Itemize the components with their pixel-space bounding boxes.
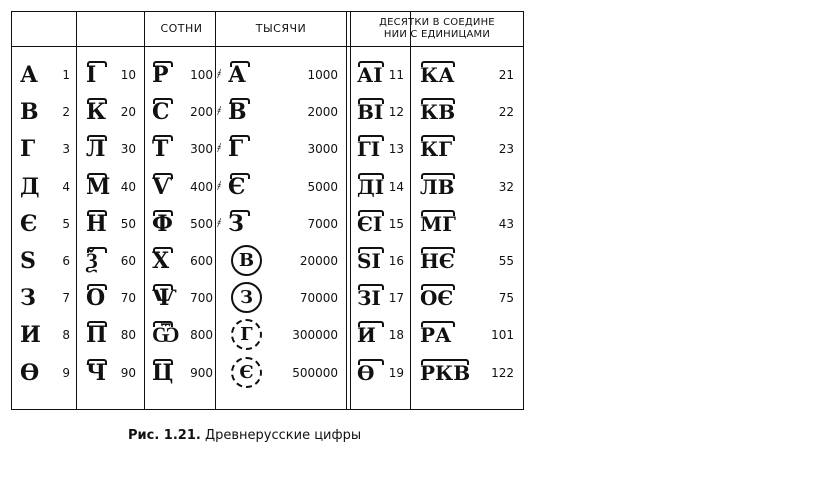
teens-cell	[351, 130, 410, 168]
numerals-table	[11, 11, 524, 410]
tens-cell	[78, 279, 144, 317]
thousand-sign: ҂	[217, 67, 222, 82]
numeral-value: 7000	[307, 216, 338, 231]
thousands-cell	[217, 168, 346, 206]
hundreds-cell	[146, 56, 215, 94]
numeral-value: 22	[498, 105, 514, 120]
numeral-value: 16	[388, 254, 404, 268]
titlo-mark	[87, 359, 107, 365]
numeral-glyph: Т	[152, 136, 169, 163]
titlo-mark	[153, 284, 173, 290]
titlo-mark	[87, 135, 107, 141]
numeral-glyph: Ѳ	[20, 359, 40, 386]
teens-cell	[351, 205, 410, 243]
titlo-mark	[421, 173, 455, 179]
numeral-glyph: Є	[20, 210, 38, 237]
header-combined-line1: ДЕСЯТКИ В СОЕДИНЕ	[379, 17, 495, 28]
numeral-value: 70000	[299, 291, 338, 306]
numeral-value: 32	[498, 179, 514, 194]
numeral-value: 90	[120, 365, 136, 380]
numeral-glyph: Ѿ	[152, 322, 180, 349]
hundreds-cell	[146, 316, 215, 354]
combos-cell	[412, 93, 524, 131]
numeral-glyph: М	[86, 173, 111, 200]
combos-cell	[412, 130, 524, 168]
numeral-value: 3	[62, 142, 70, 157]
titlo-mark	[87, 98, 107, 104]
numeral-value: 122	[491, 365, 514, 380]
numeral-value: 15	[388, 216, 404, 231]
numeral-glyph: А	[228, 62, 246, 88]
titlo-mark	[87, 173, 107, 179]
titlo-mark	[421, 321, 455, 327]
numeral-glyph: П	[86, 322, 107, 349]
combos-cell	[412, 168, 524, 206]
numeral-glyph: ЛВ	[420, 174, 455, 199]
numeral-value: 600	[190, 254, 213, 268]
titlo-mark	[358, 284, 384, 290]
numeral-glyph: Ф	[152, 210, 173, 237]
numeral-glyph: С	[152, 99, 170, 126]
numeral-glyph: Ѯ	[86, 248, 98, 274]
header-thousands: ТЫСЯЧИ	[255, 22, 307, 35]
numeral-value: 12	[388, 105, 404, 120]
numeral-value: 400	[190, 179, 213, 194]
numeral-glyph: З	[228, 210, 244, 237]
header-combined-line2: НИИ С ЕДИНИЦАМИ	[383, 29, 491, 40]
titlo-mark	[153, 135, 173, 141]
tens-cell	[78, 242, 144, 280]
numeral-glyph: И	[20, 322, 41, 349]
circle-glyph: В	[231, 245, 262, 276]
column-divider	[410, 12, 411, 409]
numeral-value: 7	[62, 291, 70, 306]
titlo-mark	[87, 284, 107, 290]
titlo-mark	[358, 247, 384, 253]
dashed-circle-glyph: Г	[231, 319, 262, 350]
titlo-mark	[153, 359, 173, 365]
numeral-glyph: РКВ	[420, 360, 471, 385]
numeral-value: 300000	[292, 328, 338, 343]
numeral-value: 1000	[307, 68, 338, 82]
numeral-value: 60	[120, 254, 136, 268]
titlo-mark	[421, 61, 455, 67]
numeral-value: 19	[388, 365, 404, 380]
thousands-cell	[217, 56, 346, 94]
numeral-glyph: Г	[20, 136, 36, 163]
numeral-value: 1	[62, 68, 70, 82]
hundreds-cell	[146, 205, 215, 243]
thousands-cell	[217, 316, 346, 354]
numeral-glyph: Д	[20, 173, 40, 200]
numeral-glyph: О	[86, 285, 106, 312]
titlo-mark	[153, 98, 173, 104]
thousands-cell	[217, 93, 346, 131]
combos-cell	[412, 205, 524, 243]
header-divider	[12, 46, 523, 47]
tens-cell	[78, 93, 144, 131]
teens-cell	[351, 93, 410, 131]
caption-text: Древнерусские цифры	[200, 428, 362, 443]
thousand-sign: ҂	[217, 141, 222, 157]
tens-cell	[78, 168, 144, 206]
numeral-value: 30	[120, 142, 136, 157]
numeral-glyph: Є	[228, 173, 246, 200]
units-cell	[12, 56, 76, 94]
thousands-cell	[217, 279, 346, 317]
numeral-value: 80	[120, 328, 136, 343]
titlo-mark	[358, 135, 384, 141]
thousands-cell	[217, 130, 346, 168]
numeral-glyph: В	[20, 99, 39, 126]
numeral-value: 4	[62, 179, 70, 194]
teens-cell	[351, 56, 410, 94]
tens-cell	[78, 316, 144, 354]
titlo-mark	[153, 247, 173, 253]
figure-caption	[128, 428, 361, 443]
titlo-mark	[358, 210, 384, 216]
numeral-value: 13	[388, 142, 404, 157]
numeral-value: 500	[190, 216, 213, 231]
titlo-mark	[421, 135, 455, 141]
numeral-glyph: ВІ	[357, 100, 384, 125]
column-divider	[76, 12, 77, 409]
units-cell	[12, 354, 76, 392]
numeral-value: 14	[388, 179, 404, 194]
numeral-value: 50	[120, 216, 136, 231]
numeral-value: 2000	[307, 105, 338, 120]
combos-cell	[412, 279, 524, 317]
titlo-mark	[358, 61, 384, 67]
units-cell	[12, 316, 76, 354]
numeral-glyph: АІ	[357, 63, 383, 87]
units-cell	[12, 168, 76, 206]
numeral-value: 70	[120, 291, 136, 306]
teens-cell	[351, 242, 410, 280]
numeral-value: 700	[190, 291, 213, 306]
numeral-glyph: НЄ	[420, 249, 455, 273]
units-cell	[12, 279, 76, 317]
thousands-cell	[217, 242, 346, 280]
numeral-glyph: К	[86, 99, 107, 126]
hundreds-cell	[146, 130, 215, 168]
circle-glyph: З	[231, 282, 262, 313]
numeral-glyph: Ѳ	[357, 360, 375, 385]
numeral-glyph: РА	[420, 323, 452, 348]
numeral-glyph: Ѱ	[152, 285, 177, 312]
numeral-glyph: КА	[420, 63, 455, 87]
numeral-glyph: Ѵ	[152, 173, 173, 200]
combos-cell	[412, 56, 524, 94]
numeral-glyph: І	[86, 62, 97, 88]
numeral-glyph: ОЄ	[420, 286, 454, 311]
thousand-sign: ҂	[217, 215, 222, 231]
numeral-value: 20000	[299, 254, 338, 268]
units-cell	[12, 205, 76, 243]
numeral-glyph: Х	[152, 248, 170, 274]
numeral-glyph: КВ	[420, 100, 456, 125]
numeral-value: 300	[190, 142, 213, 157]
teens-cell	[351, 354, 410, 392]
numeral-value: 55	[498, 254, 514, 268]
titlo-mark	[358, 321, 384, 327]
thousand-sign: ҂	[217, 104, 222, 120]
titlo-mark	[358, 98, 384, 104]
numeral-glyph: Н	[86, 210, 107, 237]
titlo-mark	[153, 321, 173, 327]
titlo-mark	[358, 173, 384, 179]
numeral-value: 11	[388, 68, 404, 82]
numeral-glyph: Ч	[86, 359, 107, 386]
numeral-value: 5000	[307, 179, 338, 194]
thousand-sign: ҂	[217, 178, 222, 194]
titlo-mark	[230, 210, 250, 216]
numeral-value: 18	[388, 328, 404, 343]
thousands-cell	[217, 205, 346, 243]
numeral-value: 5	[62, 216, 70, 231]
titlo-mark	[87, 247, 107, 253]
units-cell	[12, 130, 76, 168]
titlo-mark	[421, 284, 455, 290]
numeral-value: 6	[62, 254, 70, 268]
titlo-mark	[153, 210, 173, 216]
numeral-glyph: ЗІ	[357, 286, 381, 311]
numeral-glyph: КГ	[420, 137, 453, 162]
combos-cell	[412, 354, 524, 392]
titlo-mark	[230, 173, 250, 179]
numeral-glyph: А	[20, 62, 38, 88]
column-divider	[215, 12, 216, 409]
units-cell	[12, 242, 76, 280]
numeral-value: 40	[120, 179, 136, 194]
numeral-value: 23	[498, 142, 514, 157]
titlo-mark	[87, 321, 107, 327]
titlo-mark	[230, 135, 250, 141]
numeral-value: 21	[498, 68, 514, 82]
numeral-value: 800	[190, 328, 213, 343]
numeral-glyph: Ѕ	[20, 248, 36, 274]
header-combined	[350, 12, 524, 46]
numeral-glyph: И	[357, 323, 376, 348]
numeral-value: 500000	[292, 365, 338, 380]
header-hundreds: СОТНИ	[160, 22, 203, 35]
numeral-glyph: Р	[152, 62, 169, 88]
titlo-mark	[153, 61, 173, 67]
titlo-mark	[153, 173, 173, 179]
numeral-glyph: ЄІ	[357, 211, 383, 236]
titlo-mark	[230, 98, 250, 104]
hundreds-cell	[146, 354, 215, 392]
units-cell	[12, 93, 76, 131]
numeral-glyph: МГ	[420, 211, 456, 236]
numeral-glyph: Г	[228, 136, 244, 163]
caption-label: Рис. 1.21.	[128, 428, 201, 443]
numeral-value: 200	[190, 105, 213, 120]
numeral-value: 17	[388, 291, 404, 306]
tens-cell	[78, 130, 144, 168]
numeral-value: 2	[62, 105, 70, 120]
combos-cell	[412, 242, 524, 280]
numeral-value: 75	[498, 291, 514, 306]
numeral-value: 900	[190, 365, 213, 380]
titlo-mark	[421, 98, 455, 104]
numeral-value: 101	[491, 328, 514, 343]
hundreds-cell	[146, 168, 215, 206]
titlo-mark	[358, 359, 384, 365]
numeral-glyph: З	[20, 285, 36, 312]
numeral-glyph: ДІ	[357, 174, 385, 199]
titlo-mark	[87, 61, 107, 67]
numeral-glyph: ГІ	[357, 137, 381, 162]
numeral-value: 10	[120, 68, 136, 82]
titlo-mark	[421, 359, 469, 365]
numeral-glyph: В	[228, 99, 247, 126]
numeral-glyph: Ц	[152, 359, 174, 386]
tens-cell	[78, 56, 144, 94]
teens-cell	[351, 316, 410, 354]
titlo-mark	[87, 210, 107, 216]
numeral-value: 43	[498, 216, 514, 231]
numeral-glyph: Л	[86, 136, 106, 163]
dashed-circle-glyph: Є	[231, 357, 262, 388]
numeral-value: 20	[120, 105, 136, 120]
hundreds-cell	[146, 279, 215, 317]
numeral-value: 3000	[307, 142, 338, 157]
titlo-mark	[421, 210, 455, 216]
column-divider	[144, 12, 145, 409]
titlo-mark	[230, 61, 250, 67]
teens-cell	[351, 279, 410, 317]
tens-cell	[78, 354, 144, 392]
thousands-cell	[217, 354, 346, 392]
numeral-glyph: ЅІ	[357, 249, 381, 273]
titlo-mark	[421, 247, 455, 253]
teens-cell	[351, 168, 410, 206]
numeral-value: 9	[62, 365, 70, 380]
numeral-value: 8	[62, 328, 70, 343]
hundreds-cell	[146, 242, 215, 280]
hundreds-cell	[146, 93, 215, 131]
combos-cell	[412, 316, 524, 354]
tens-cell	[78, 205, 144, 243]
numeral-value: 100	[190, 68, 213, 82]
